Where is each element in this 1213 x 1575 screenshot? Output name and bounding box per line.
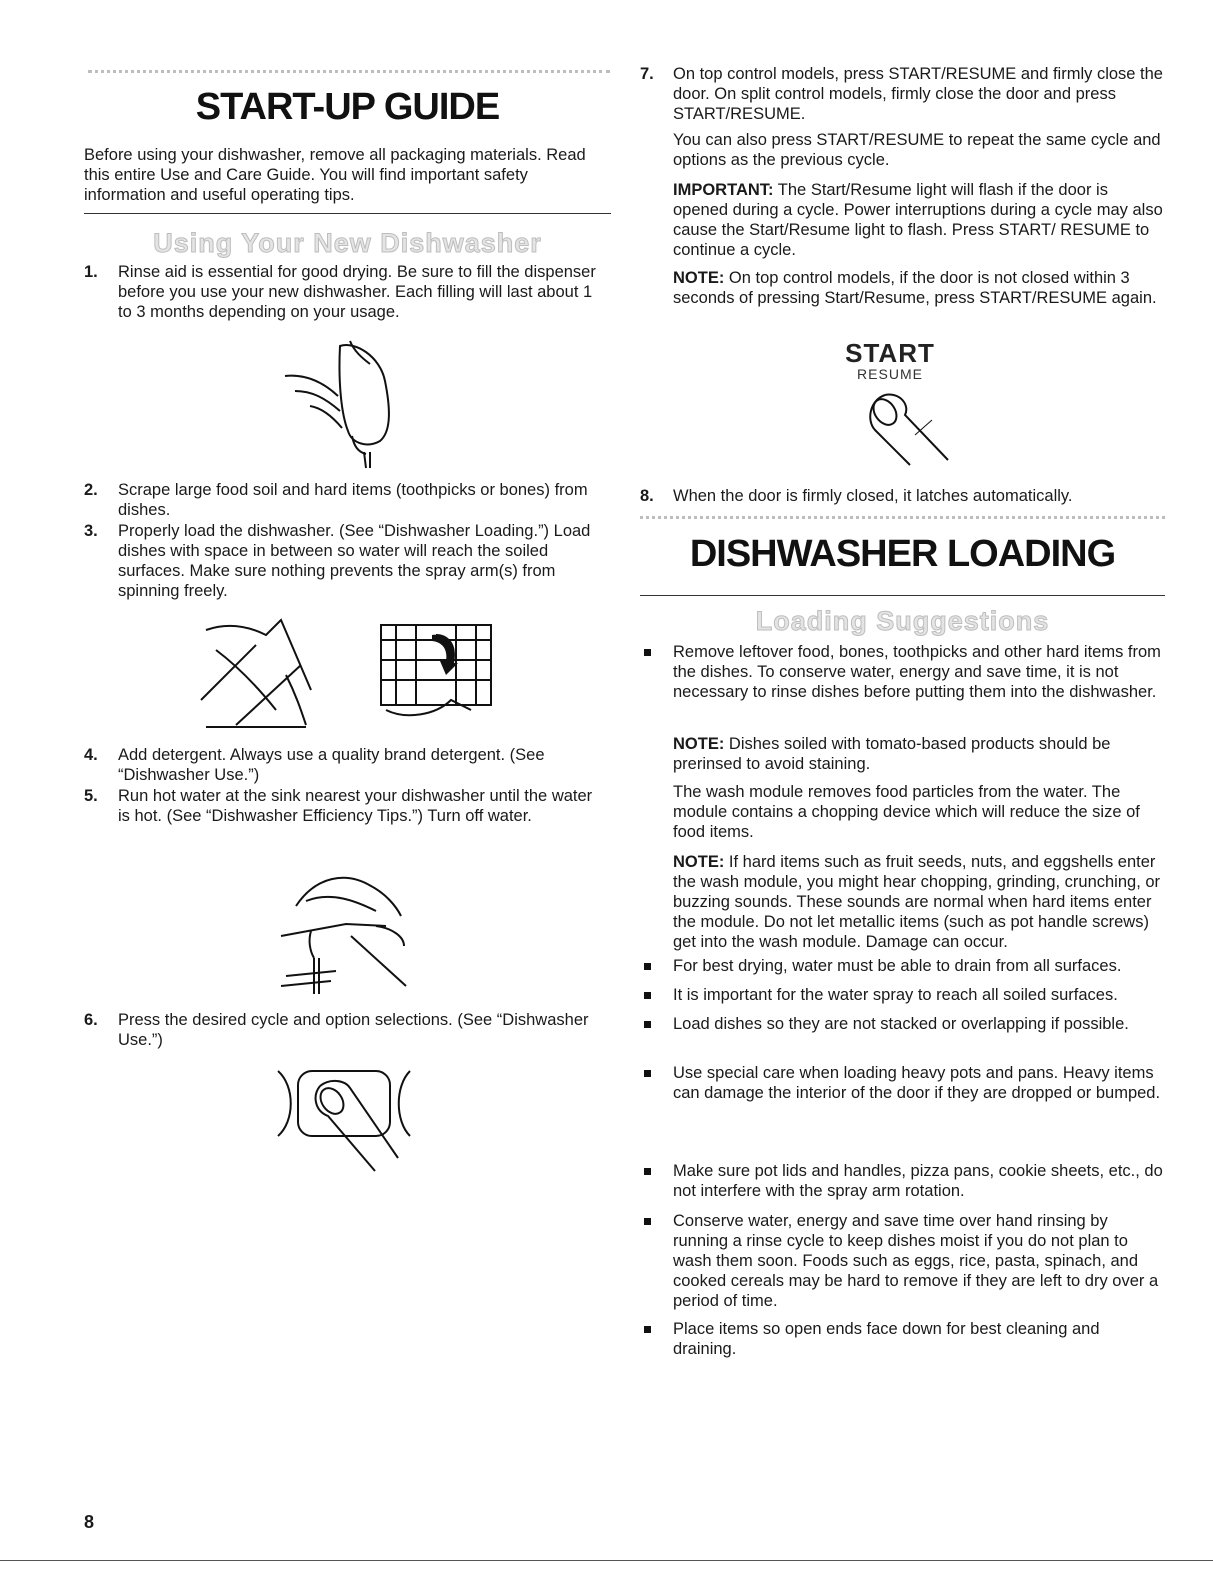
start-label: START — [845, 338, 935, 368]
rinse-aid-illustration — [280, 336, 420, 468]
bullet-icon — [644, 992, 651, 999]
button-press-illustration — [270, 1066, 420, 1176]
page-title: START-UP GUIDE — [195, 86, 500, 128]
faucet-illustration — [276, 866, 426, 996]
step-number: 2. — [84, 481, 98, 499]
step-text: Add detergent. Always use a quality brand detergent. (See “Dishwasher Use.”) — [118, 746, 545, 784]
bullet-text: Remove leftover food, bones, toothpicks and other hard items from the dishes. To conserve water, energy and save time, it is not necessary to rinse dishes before putting them into the dishwasher. — [673, 643, 1161, 701]
module-paragraph: The wash module removes food particles from the water. The module contains a chopping device which will reduce the size of food items. — [673, 783, 1140, 841]
subheading-using: Using Your New Dishwasher — [153, 228, 542, 258]
bullet-icon — [644, 1021, 651, 1028]
page-number: 8 — [84, 1512, 95, 1532]
note-paragraph: NOTE: Dishes soiled with tomato-based products should be prerinsed to avoid staining. — [673, 735, 1111, 773]
bullet-text: For best drying, water must be able to drain from all surfaces. — [673, 957, 1122, 975]
step-text: Run hot water at the sink nearest your dishwasher until the water is hot. (See “Dishwasher Efficiency Tips.”) Turn off water. — [118, 787, 593, 825]
bullet-icon — [644, 963, 651, 970]
subheading-loading: Loading Suggestions — [755, 606, 1050, 636]
step-text: On top control models, press START/RESUME and firmly close the door. On split control models, firmly close the door and press START/RESUME. — [673, 65, 1163, 123]
resume-label: RESUME — [857, 366, 923, 382]
bullet-text: It is important for the water spray to reach all soiled surfaces. — [673, 986, 1118, 1004]
intro-paragraph: Before using your dishwasher, remove all packaging materials. Read this entire Use and Care Guide. You will find important safety information and useful operating tips. — [84, 146, 586, 204]
step-number: 1. — [84, 263, 98, 281]
step-number: 6. — [84, 1011, 98, 1029]
bullet-text: Conserve water, energy and save time over hand rinsing by running a rinse cycle to keep dishes moist if you do not plan to wash them soon. Foods such as eggs, rice, pasta, spinach, and cooked cereals may be hard to remove if they are left to dry over a period of time. — [673, 1212, 1159, 1310]
note-paragraph: NOTE: On top control models, if the door is not closed within 3 seconds of pressing Start/Resume, press START/RESUME again. — [673, 269, 1157, 307]
step-text: When the door is firmly closed, it latches automatically. — [673, 487, 1073, 505]
start-resume-label — [815, 340, 965, 382]
step-text: Rinse aid is essential for good drying. Be sure to fill the dispenser before you use your new dishwasher. Each filling will last about 1 to 3 months depending on your usage. — [118, 263, 596, 321]
step-number: 8. — [640, 487, 654, 505]
section-title-loading: DISHWASHER LOADING — [689, 533, 1116, 575]
bullet-text: Load dishes so they are not stacked or overlapping if possible. — [673, 1015, 1129, 1033]
bullet-icon — [644, 649, 651, 656]
bullet-text: Place items so open ends face down for best cleaning and draining. — [673, 1320, 1100, 1358]
section-divider — [640, 595, 1165, 596]
bullet-text: Use special care when loading heavy pots and pans. Heavy items can damage the interior of the door if they are dropped or bumped. — [673, 1064, 1161, 1102]
bottom-rule — [0, 1560, 1213, 1561]
step-number: 3. — [84, 522, 98, 540]
step7-paragraph: You can also press START/RESUME to repeat the same cycle and options as the previous cycle. — [673, 131, 1161, 169]
loading-dishes-illustration — [196, 615, 496, 735]
step-number: 4. — [84, 746, 98, 764]
dotted-divider — [640, 516, 1165, 519]
step-text: Properly load the dishwasher. (See “Dishwasher Loading.”) Load dishes with space in between so water will reach the soiled surfaces. Make sure nothing prevents the spray arm(s) from spinning freely. — [118, 522, 591, 600]
bullet-icon — [644, 1326, 651, 1333]
bullet-icon — [644, 1168, 651, 1175]
top-dotted-divider — [88, 70, 610, 73]
bullet-icon — [644, 1218, 651, 1225]
bullet-text: Make sure pot lids and handles, pizza pans, cookie sheets, etc., do not interfere with the spray arm rotation. — [673, 1162, 1163, 1200]
section-divider — [84, 213, 611, 214]
important-paragraph: IMPORTANT: The Start/Resume light will flash if the door is opened during a cycle. Power interruptions during a cycle may also cause the Start/Resume light to flash. Press START/ RESUME to continue a cycle. — [673, 181, 1163, 259]
finger-press-illustration — [860, 390, 950, 470]
bullet-icon — [644, 1070, 651, 1077]
step-number: 5. — [84, 787, 98, 805]
note-paragraph: NOTE: If hard items such as fruit seeds, nuts, and eggshells enter the wash module, you might hear chopping, grinding, crunching, or buzzing sounds. These sounds are normal when hard items enter the module. Do not let metallic items (such as pot handle screws) get into the wash module. Damage can occur. — [673, 853, 1161, 951]
step-text: Scrape large food soil and hard items (toothpicks or bones) from dishes. — [118, 481, 588, 519]
step-text: Press the desired cycle and option selections. (See “Dishwasher Use.”) — [118, 1011, 589, 1049]
step-number: 7. — [640, 65, 654, 83]
